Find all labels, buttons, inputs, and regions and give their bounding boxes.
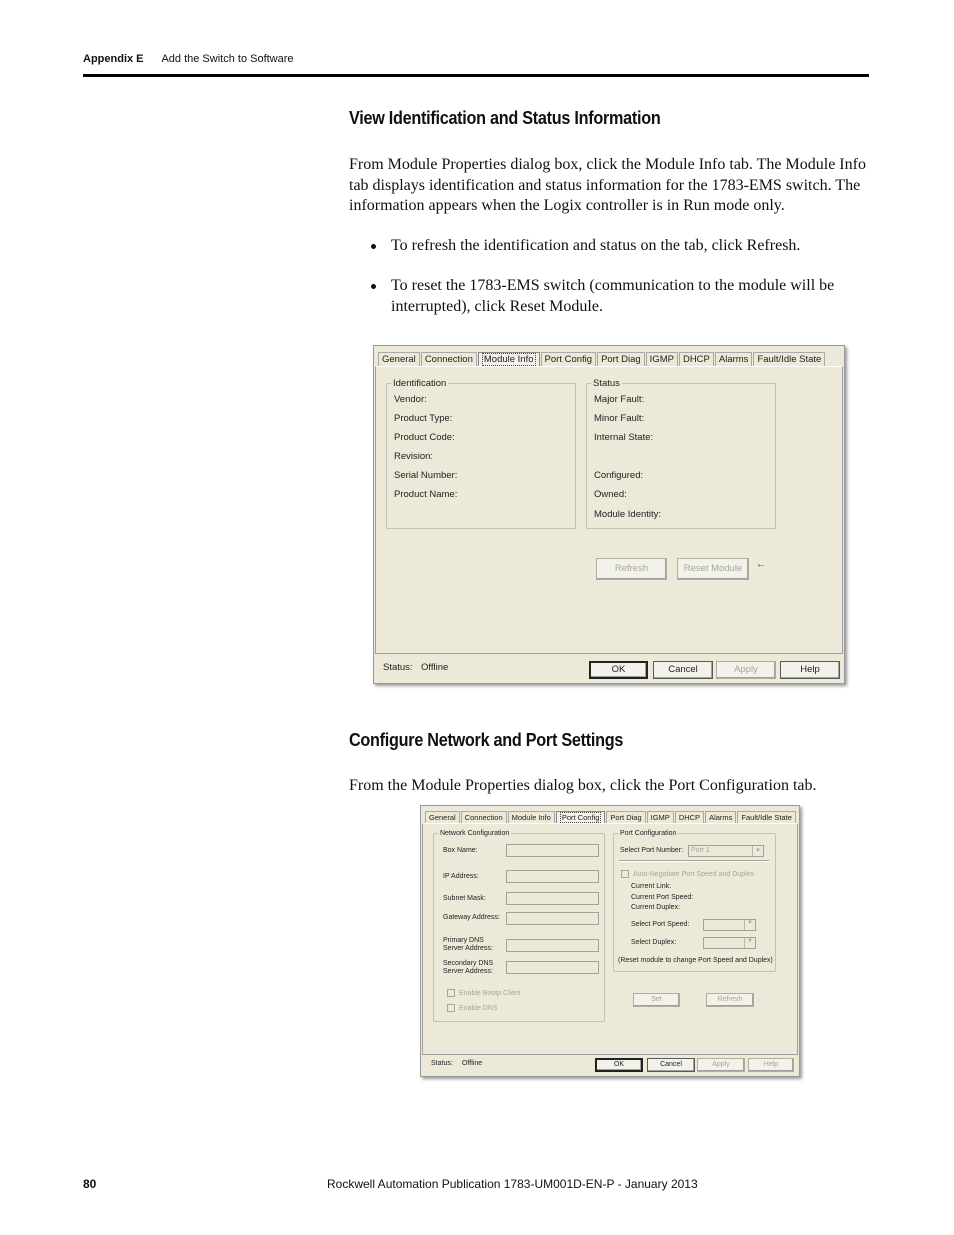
tab-alarms[interactable]: Alarms (715, 352, 753, 366)
tab-port-config[interactable]: Port Config (541, 352, 597, 366)
primary-dns-label: Primary DNS (443, 937, 484, 944)
help-button[interactable]: Help (780, 661, 840, 679)
refresh-button[interactable]: Refresh (706, 993, 754, 1007)
checkbox-icon (447, 1004, 455, 1012)
bullet-item (371, 236, 869, 257)
product-type-label: Product Type: (394, 413, 453, 424)
cancel-button[interactable]: Cancel (653, 661, 713, 679)
owned-label: Owned: (594, 489, 627, 500)
bullet-item (371, 276, 869, 317)
duplex-select[interactable] (703, 937, 756, 949)
reset-module-note: (Reset module to change Port Speed and Duplex) (618, 957, 773, 964)
section2-paragraph: From the Module Properties dialog box, click the Port Configuration tab. (349, 777, 817, 794)
bullet-dot (371, 284, 376, 289)
ok-button[interactable]: OK (595, 1058, 643, 1072)
tab-port-diag[interactable]: Port Diag (597, 352, 645, 366)
tab-strip (378, 352, 826, 366)
refresh-button[interactable]: Refresh (596, 558, 667, 580)
tab-igmp[interactable]: IGMP (646, 352, 678, 366)
current-link-label: Current Link: (631, 883, 672, 890)
apply-button[interactable]: Apply (716, 661, 776, 679)
help-button[interactable]: Help (748, 1058, 794, 1072)
publication-info: Rockwell Automation Publication 1783-UM001D-EN-P - January 2013 (327, 1177, 698, 1191)
tab-general[interactable]: General (425, 811, 460, 823)
tab-igmp[interactable]: IGMP (647, 811, 674, 823)
primary-dns-label-2: Server Address: (443, 945, 493, 952)
revision-label: Revision: (394, 451, 434, 462)
tab-alarms[interactable]: Alarms (705, 811, 736, 823)
tab-dhcp[interactable]: DHCP (679, 352, 714, 366)
tab-connection[interactable]: Connection (461, 811, 507, 823)
configured-label: Configured: (594, 470, 644, 481)
select-duplex-label: Select Duplex: (631, 939, 677, 946)
current-duplex-label: Current Duplex: (631, 904, 681, 911)
tab-fault-idle-state[interactable]: Fault/Idle State (737, 811, 795, 823)
serial-number-label: Serial Number: (394, 470, 458, 481)
header-rule (83, 74, 869, 77)
box-name-label: Box Name: (443, 847, 478, 854)
minor-fault-label: Minor Fault: (594, 413, 645, 424)
identification-legend: Identification (393, 378, 447, 389)
enable-dns-checkbox[interactable]: Enable DNS (447, 1004, 498, 1012)
chevron-down-icon: ▼ (744, 938, 755, 948)
status-legend: Status (593, 378, 620, 389)
divider (619, 860, 769, 862)
port-number-value: Port 1 (691, 847, 710, 854)
tab-connection[interactable]: Connection (421, 352, 477, 366)
select-port-speed-label: Select Port Speed: (631, 921, 690, 928)
select-port-number-label: Select Port Number: (620, 847, 684, 854)
ip-address-field[interactable] (506, 870, 599, 883)
tab-strip (425, 811, 797, 823)
bullet-dot (371, 244, 376, 249)
arrow-pointer-icon: ← (756, 559, 766, 570)
secondary-dns-label: Secondary DNS (443, 960, 494, 967)
reset-module-button[interactable]: Reset Module (677, 558, 749, 580)
status-value: Offline (462, 1060, 483, 1067)
tab-general[interactable]: General (378, 352, 420, 366)
product-name-label: Product Name: (394, 489, 458, 500)
status-label: Status: (383, 662, 413, 673)
port-config-dialog (420, 805, 800, 1077)
subnet-mask-field[interactable] (506, 892, 599, 905)
chevron-down-icon: ▼ (752, 846, 763, 856)
port-speed-select[interactable] (703, 919, 756, 931)
gateway-address-label: Gateway Address: (443, 914, 500, 921)
bullet-text: To reset the 1783-EMS switch (communication to the module will be interrupted), click Reset Module. (391, 277, 835, 315)
secondary-dns-field[interactable] (506, 961, 599, 974)
box-name-field[interactable] (506, 844, 599, 857)
section-heading-configure-network: Configure Network and Port Settings (349, 730, 624, 750)
ip-address-label: IP Address: (443, 873, 479, 880)
section1-paragraph: From Module Properties dialog box, click the Module Info tab. The Module Info tab displays identification and status information for the 1783-EMS switch. The information appears when the Logix controller is in Run mode only. (349, 156, 866, 214)
bullet-text: To refresh the identification and status on the tab, click Refresh. (391, 237, 801, 254)
appendix-label: Appendix E (83, 53, 144, 65)
checkbox-icon (621, 870, 629, 878)
tab-dhcp[interactable]: DHCP (675, 811, 704, 823)
current-port-speed-label: Current Port Speed: (631, 894, 694, 901)
tab-port-config[interactable]: Port Config (556, 811, 606, 823)
cancel-button[interactable]: Cancel (647, 1058, 695, 1072)
status-value: Offline (421, 662, 449, 673)
section-heading-view-identification: View Identification and Status Information (349, 108, 661, 128)
auto-negotiate-checkbox[interactable]: Auto-Negotiate Port Speed and Duplex (621, 870, 754, 878)
page-number: 80 (83, 1177, 97, 1191)
running-header (83, 53, 294, 65)
subnet-mask-label: Subnet Mask: (443, 895, 486, 902)
tab-fault-idle-state[interactable]: Fault/Idle State (753, 352, 825, 366)
chapter-title: Add the Switch to Software (161, 53, 294, 65)
major-fault-label: Major Fault: (594, 394, 645, 405)
tab-module-info[interactable]: Module Info (508, 811, 555, 823)
ok-button[interactable]: OK (589, 661, 648, 679)
tab-port-diag[interactable]: Port Diag (606, 811, 645, 823)
primary-dns-field[interactable] (506, 939, 599, 952)
network-configuration-legend: Network Configuration (440, 830, 510, 837)
apply-button[interactable]: Apply (697, 1058, 745, 1072)
module-identity-label: Module Identity: (594, 509, 662, 520)
vendor-label: Vendor: (394, 394, 427, 405)
checkbox-icon (447, 989, 455, 997)
secondary-dns-label-2: Server Address: (443, 968, 493, 975)
port-number-select[interactable] (688, 845, 764, 857)
chevron-down-icon: ▼ (744, 920, 755, 930)
enable-bootp-checkbox[interactable]: Enable Bootp Client (447, 989, 521, 997)
product-code-label: Product Code: (394, 432, 455, 443)
port-configuration-legend: Port Configuration (620, 830, 677, 837)
tab-module-info[interactable]: Module Info (478, 352, 540, 366)
internal-state-label: Internal State: (594, 432, 654, 443)
gateway-address-field[interactable] (506, 912, 599, 925)
status-label: Status: (431, 1060, 453, 1067)
module-info-dialog (373, 345, 845, 684)
set-button[interactable]: Set (633, 993, 680, 1007)
